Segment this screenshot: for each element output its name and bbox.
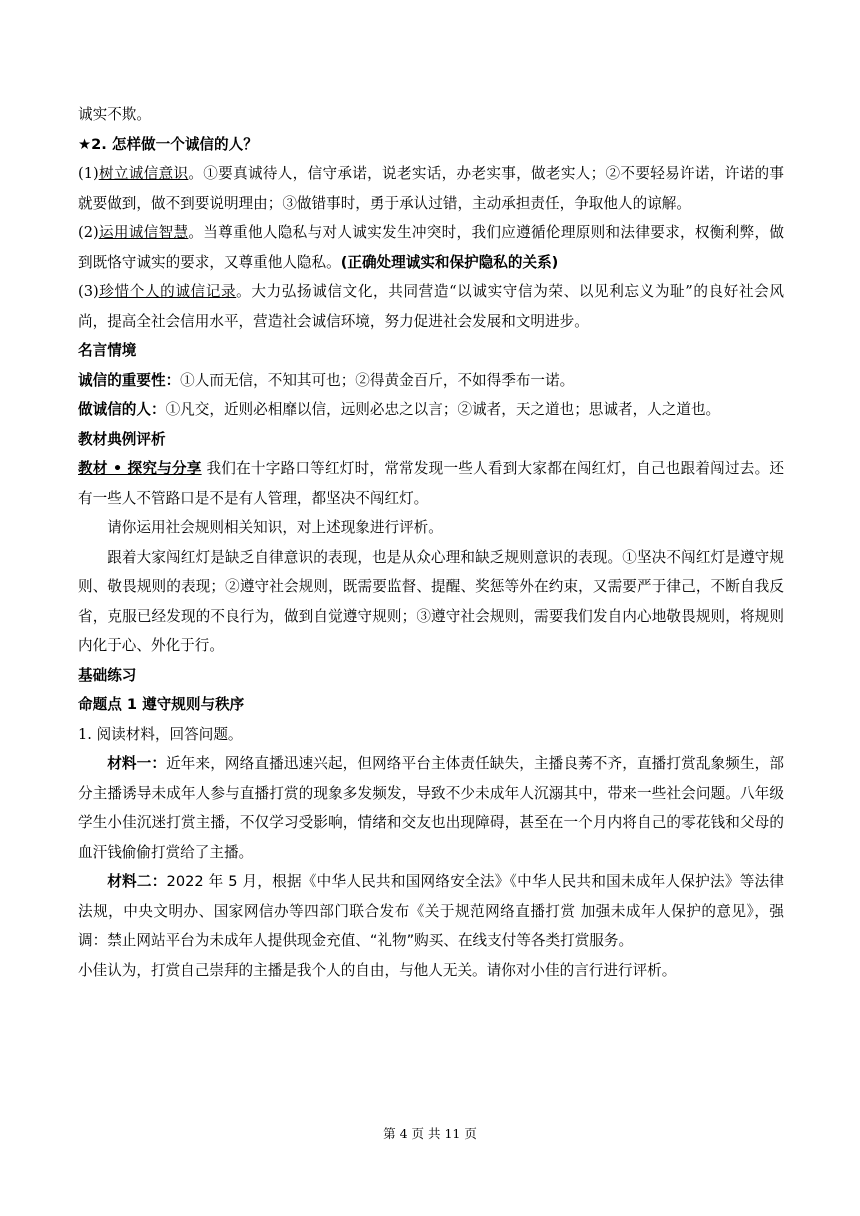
case-material: 教材 • 探究与分享 我们在十字路口等红灯时，常常发现一些人看到大家都在闯红灯，自己也跟着闯过去。还有一些人不管路口是不是有人管理，都坚决不闯红灯。: [78, 460, 784, 507]
quote-honest-person: 做诚信的人：①凡交，近则必相靡以信，远则必忠之以言；②诚者，天之道也；思诚者，人之道也。: [78, 401, 721, 418]
section-heading-case: 教材典例评析: [78, 430, 166, 448]
page-footer: 第 4 页 共 11 页: [383, 1126, 477, 1141]
material-1: 材料一：近年来，网络直播迅速兴起，但网络平台主体责任缺失，主播良莠不齐，直播打赏乱象频生，部分主播诱导未成年人参与直播打赏的现象多发频发，导致不少未成年人沉溺其中，带来一些社会问题。八年级学生小佳沉迷打赏主播，不仅学习受影响，情绪和交友也出现障碍，甚至在一个月内将自己的零花钱和父母的血汗钱偷偷打赏给了主播。: [78, 755, 784, 861]
underlined-term: 树立诚信意识: [98, 165, 189, 182]
underlined-term: 运用诚信智慧: [98, 224, 189, 241]
underlined-term: 珍惜个人的诚信记录: [98, 283, 237, 300]
section-heading-practice: 基础练习: [78, 666, 137, 684]
case-label: 教材 • 探究与分享: [78, 460, 202, 477]
section-heading-quotes: 名言情境: [78, 342, 137, 359]
text-line: 诚实不欺。: [78, 106, 151, 123]
case-question: 请你运用社会规则相关知识，对上述现象进行评析。: [107, 519, 443, 536]
bold-note: (正确处理诚实和保护隐私的关系): [340, 253, 559, 271]
question-1: 1. 阅读材料，回答问题。: [78, 725, 243, 743]
material-2: 材料二：2022 年 5 月，根据《中华人民共和国网络安全法》《中华人民共和国未成年人保护法》等法律法规，中央文明办、国家网信办等四部门联合发布《关于规范网络直播打赏 加强未成年人保护的意见》，强调：禁止网站平台为未成年人提供现金充值、“礼物”购买、在线支付等各类打赏服务。: [78, 873, 784, 949]
document-body: [78, 100, 784, 985]
question-heading: ★2. 怎样做一个诚信的人？: [78, 135, 258, 153]
topic-heading: 命题点 1 遵守规则与秩序: [78, 696, 245, 713]
paragraph-3: (3)珍惜个人的诚信记录。大力弘扬诚信文化，共同营造“以诚实守信为荣、以见利忘义为耻”的良好社会风尚，提高全社会信用水平，营造社会诚信环境，努力促进社会发展和文明进步。: [78, 283, 784, 330]
paragraph-1: (1)树立诚信意识。①要真诚待人，信守承诺，说老实话，办老实事，做老实人；②不要轻易许诺，许诺的事就要做到，做不到要说明理由；③做错事时，勇于承认过错，主动承担责任，争取他人的谅解。: [78, 165, 784, 212]
paragraph-2: (2)运用诚信智慧。当尊重他人隐私与对人诚实发生冲突时，我们应遵循伦理原则和法律要求，权衡利弊，做到既恪守诚实的要求，又尊重他人隐私。(正确处理诚实和保护隐私的关系): [78, 224, 784, 271]
question-prompt: 小佳认为，打赏自己崇拜的主播是我个人的自由，与他人无关。请你对小佳的言行进行评析。: [78, 961, 677, 979]
quote-importance: 诚信的重要性：①人而无信，不知其可也；②得黄金百斤，不如得季布一诺。: [78, 371, 575, 389]
case-answer: 跟着大家闯红灯是缺乏自律意识的表现，也是从众心理和缺乏规则意识的表现。①坚决不闯红灯是遵守规则、敬畏规则的表现；②遵守社会规则，既需要监督、提醒、奖惩等外在约束，又需要严于律己，不断自我反省，克服已经发现的不良行为，做到自觉遵守规则；③遵守社会规则，需要我们发自内心地敬畏规则，将规则内化于心、外化于行。: [78, 548, 784, 654]
